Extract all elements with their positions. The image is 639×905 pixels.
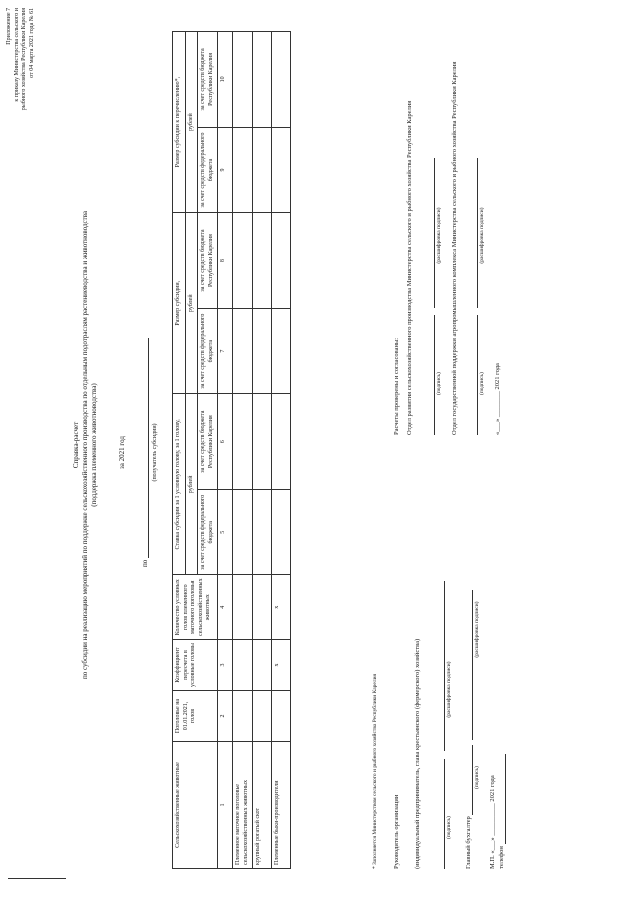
accountant-decode-field[interactable] <box>464 590 473 740</box>
col-number: 5 <box>218 490 233 575</box>
recipient-hint: (получатель субсидии) <box>152 423 158 482</box>
row-label: Племенное маточное поголовье сельскохозяйственных животных <box>233 742 253 869</box>
cell[interactable] <box>253 308 272 393</box>
rate-unit: рублей <box>185 394 198 575</box>
col-number: 3 <box>218 640 233 691</box>
col-number: 2 <box>218 691 233 742</box>
rate-regional: за счет средств бюджета Республики Карелия <box>198 394 218 490</box>
cell-coefficient[interactable] <box>233 640 253 691</box>
cell-livestock[interactable] <box>233 691 253 742</box>
dept1-decode-field[interactable] <box>426 159 435 309</box>
dept2-decode-field[interactable] <box>469 159 478 309</box>
page-edge-rule <box>8 878 66 879</box>
col-number: 4 <box>218 575 233 640</box>
entrepreneur-label: (индивидуальный предприниматель, глава крестьянского (фермерского) хозяйства) <box>414 638 421 869</box>
col-number: 7 <box>218 308 233 393</box>
cell[interactable] <box>253 394 272 490</box>
cell[interactable] <box>272 490 291 575</box>
table-row <box>272 32 291 869</box>
dept2-hints <box>478 35 487 435</box>
year-line: за 2021 год <box>118 436 126 469</box>
recipient-field[interactable] <box>140 338 149 558</box>
subsidy-regional: за счет средств бюджета Республики Карелия <box>198 213 218 309</box>
col-number: 1 <box>218 742 233 869</box>
dept2-label: Отдел государственной поддержки агропромышленного комплекса Министерства сельского и рыбного хозяйства Республики Карелия <box>451 61 458 435</box>
header-subsidy-title: Размер субсидии, <box>175 280 181 326</box>
header-coefficient: Коэффициент пересчета в условные головы <box>173 640 218 691</box>
footnote: * Заполняется Министерством сельского и рыбного хозяйства Республики Карелия <box>372 673 378 869</box>
phone-line <box>497 449 506 869</box>
sign-hint: (подпись) <box>479 372 485 395</box>
dept2-signature-line <box>469 35 478 435</box>
title-line: Справка-расчет <box>72 421 80 469</box>
dept2-signature-field[interactable] <box>469 315 478 435</box>
stamp-date-line: М.П. «___» __________ 2021 года <box>489 775 496 869</box>
dept1-hints <box>435 35 444 435</box>
cell[interactable] <box>233 32 253 128</box>
transfer-federal: за счет средств федерального бюджета <box>198 127 218 212</box>
cell[interactable] <box>272 127 291 212</box>
head-decode-field[interactable] <box>436 581 445 751</box>
dept1-signature-field[interactable] <box>426 315 435 435</box>
header-subsidy <box>173 213 186 394</box>
cell-coefficient[interactable]: х <box>272 640 291 691</box>
checked-label: Расчеты проверены и согласованы: <box>393 337 400 435</box>
subsidy-unit: рублей <box>185 213 198 394</box>
ministry-approvals <box>392 35 502 435</box>
accountant-signature-field[interactable] <box>464 745 473 815</box>
accountant-hints <box>473 449 482 869</box>
header-animals: Сельскохозяйственные животные <box>173 742 218 869</box>
dept1-signature-line <box>426 35 435 435</box>
header-conditional-heads: Количество условных голов племенного маточного поголовья сельскохозяйственных животных <box>173 575 218 640</box>
col-number: 10 <box>218 32 233 128</box>
cell[interactable] <box>272 213 291 309</box>
cell[interactable] <box>253 32 272 128</box>
cell[interactable] <box>272 32 291 128</box>
applicant-signatures <box>392 449 506 869</box>
table-row <box>253 32 272 869</box>
accountant-line <box>464 449 473 869</box>
recipient-line <box>140 0 149 905</box>
cell-conditional-heads[interactable] <box>233 575 253 640</box>
head-label: Руководитель организации <box>393 794 400 869</box>
col-number: 9 <box>218 127 233 212</box>
cell[interactable] <box>253 490 272 575</box>
subsidy-federal: за счет средств федерального бюджета <box>198 308 218 393</box>
title-line: по субсидии на реализацию мероприятий по поддержке сельскохозяйственного производства по отдельным подотраслям растениеводства и животноводства <box>81 210 89 680</box>
recipient-prefix: по <box>141 559 149 567</box>
transfer-unit: рублей <box>185 32 198 213</box>
table-header-row <box>173 32 186 869</box>
sign-hint: (подпись) <box>436 372 442 395</box>
cell-conditional-heads[interactable] <box>253 575 272 640</box>
appendix-line: к приказу Министерства сельского и <box>13 8 20 102</box>
head-signature-hints <box>445 449 454 869</box>
row-label: крупный рогатый скот <box>253 742 272 869</box>
cell[interactable] <box>233 394 253 490</box>
cell[interactable] <box>233 490 253 575</box>
subsidy-table <box>172 31 291 869</box>
accountant-label: Главный бухгалтер <box>465 816 472 869</box>
document-title <box>72 65 99 825</box>
head-signature-line <box>436 449 445 869</box>
header-rate <box>173 394 186 575</box>
appendix-note <box>6 8 36 138</box>
cell[interactable] <box>272 308 291 393</box>
header-livestock: Поголовье на 01.01.2021, голов <box>173 691 218 742</box>
table-row <box>233 32 253 869</box>
header-transfer-title: Размер субсидии к перечислению*, <box>175 76 181 168</box>
appendix-line: рыбного хозяйства Республики Карелия <box>21 8 27 111</box>
head-signature-field[interactable] <box>436 759 445 869</box>
cell[interactable] <box>253 213 272 309</box>
header-rate-title: Ставка субсидии за 1 условную голову, за 1 голову, <box>175 419 181 550</box>
phone-label: телефон <box>498 846 505 869</box>
rate-federal: за счет средств федерального бюджета <box>198 490 218 575</box>
col-number: 8 <box>218 213 233 309</box>
decode-hint: (расшифровка подписи) <box>474 601 480 658</box>
cell[interactable] <box>233 127 253 212</box>
cell-livestock[interactable] <box>253 691 272 742</box>
cell[interactable] <box>233 308 253 393</box>
transfer-regional: за счет средств бюджета Республики Карелия <box>198 32 218 128</box>
cell[interactable] <box>233 213 253 309</box>
decode-hint: (расшифровка подписи) <box>436 207 442 264</box>
phone-field[interactable] <box>497 755 506 845</box>
dept1-label: Отдел развития сельскохозяйственного производства Министерства сельского и рыбного хозяйства Республики Карелия <box>406 100 413 435</box>
column-number-row <box>218 32 233 869</box>
sign-hint: (подпись) <box>474 766 480 789</box>
sign-hint: (подпись) <box>446 816 452 839</box>
col-number: 6 <box>218 394 233 490</box>
cell[interactable] <box>253 127 272 212</box>
cell-conditional-heads[interactable]: х <box>272 575 291 640</box>
appendix-line: от 04 марта 2021 года № 61 <box>28 8 35 78</box>
header-transfer <box>173 32 186 213</box>
title-line: (поддержка племенного животноводства) <box>90 383 98 507</box>
decode-hint: (расшифровка подписи) <box>479 207 485 264</box>
row-label: Племенные быки-производители <box>272 742 291 869</box>
cell[interactable] <box>272 394 291 490</box>
approval-date: «___» ________ 2021 года <box>494 363 501 435</box>
appendix-line: Приложение 7 <box>6 8 12 45</box>
decode-hint: (расшифровка подписи) <box>446 661 452 718</box>
cell-livestock[interactable] <box>272 691 291 742</box>
cell-coefficient[interactable] <box>253 640 272 691</box>
